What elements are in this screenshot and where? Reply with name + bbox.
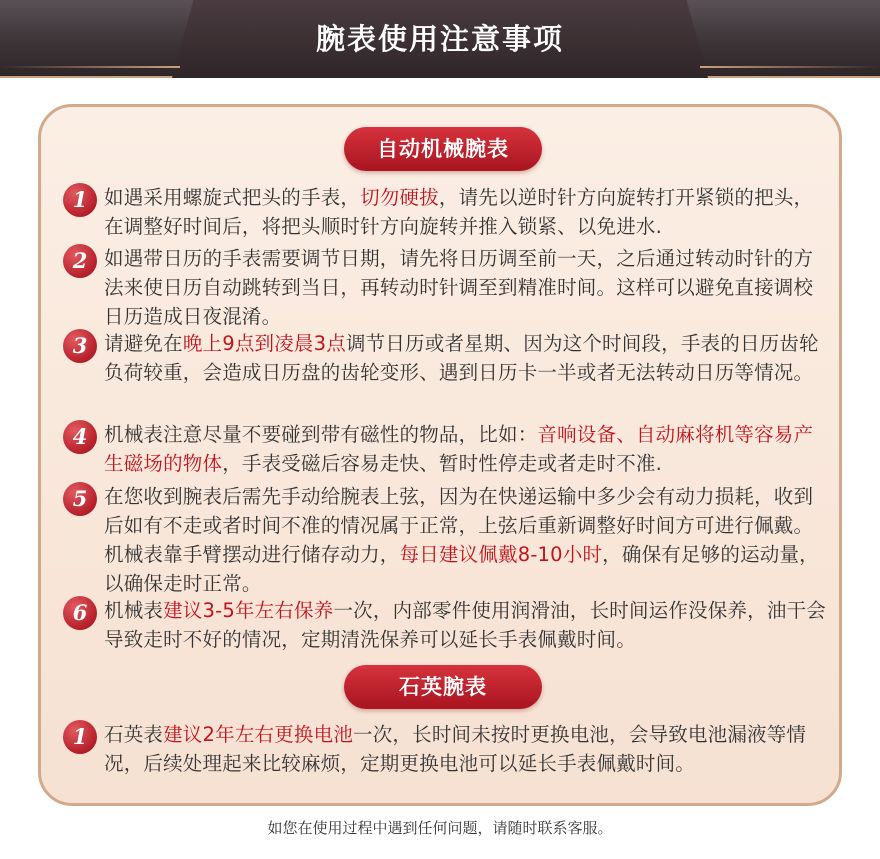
number-badge: 1 xyxy=(63,183,97,217)
page-title: 腕表使用注意事项 xyxy=(315,22,564,56)
number-badge: 6 xyxy=(63,596,97,630)
item-text: 在您收到腕表后需先手动给腕表上弦，因为在快递运输中多少会有动力损耗，收到后如有不走或者时间不准的情况属于正常，上弦后重新调整好时间方可进行佩戴。机械表靠手臂摆动进行储存动力，每日建议佩戴8-10小时，确保有足够的运动量，以确保走时正常。 xyxy=(104,485,819,595)
item-text: 如遇采用螺旋式把头的手表，切勿硬拔，请先以逆时针方向旋转打开紧锁的把头，在调整好时间后，将把头顺时针方向旋转并推入锁紧、以免进水. xyxy=(104,186,814,238)
item-text: 如遇带日历的手表需要调节日期，请先将日历调至前一天，之后通过转动时针的方法来使日历自动跳转到当日，再转动时针调至到精准时间。这样可以避免直接调校日历造成日夜混淆。 xyxy=(104,247,814,328)
item-text: 机械表注意尽量不要碰到带有磁性的物品，比如：音响设备、自动麻将机等容易产生磁场的物体，手表受磁后容易走快、暂时性停走或者走时不准. xyxy=(104,423,814,475)
item-text: 机械表建议3-5年左右保养一次，内部零件使用润滑油，长时间运作没保养，油干会导致走时不好的情况，定期清洗保养可以延长手表佩戴时间。 xyxy=(104,599,826,651)
number-badge: 3 xyxy=(63,329,97,363)
number-badge: 1 xyxy=(63,720,97,754)
number-badge: 2 xyxy=(63,244,97,278)
section-title-quartz: 石英腕表 xyxy=(344,665,542,709)
item-text: 石英表建议2年左右更换电池一次，长时间未按时更换电池，会导致电池漏液等情况，后续处理起来比较麻烦，定期更换电池可以延长手表佩戴时间。 xyxy=(104,723,807,775)
footer-note: 如您在使用过程中遇到任何问题，请随时联系客服。 xyxy=(267,819,613,837)
number-badge: 4 xyxy=(63,420,97,454)
title-banner xyxy=(0,0,880,78)
section-title-mechanical: 自动机械腕表 xyxy=(344,127,542,171)
info-card xyxy=(38,104,842,806)
number-badge: 5 xyxy=(63,482,97,516)
item-text: 请避免在晚上9点到凌晨3点调节日历或者星期、因为这个时间段，手表的日历齿轮负荷较重，会造成日历盘的齿轮变形、遇到日历卡一半或者无法转动日历等情况。 xyxy=(104,332,819,384)
